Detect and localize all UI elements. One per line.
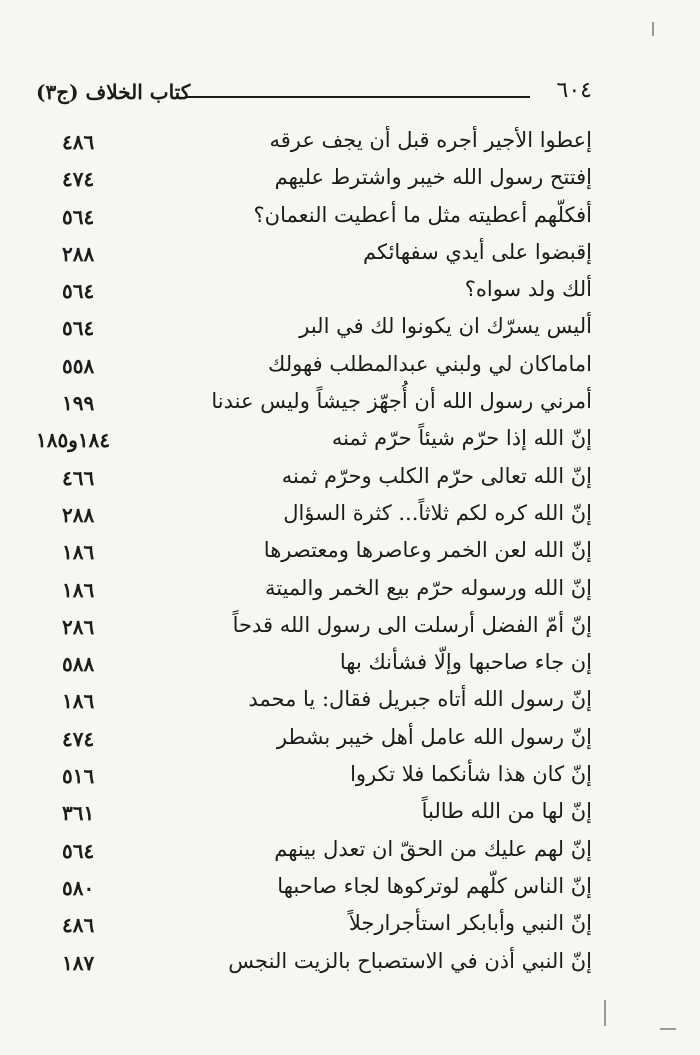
entry-page-number: ٤٧٤ (62, 167, 95, 192)
entry-text: إنّ الله كره لكم ثلاثاً... كثرة السؤال (283, 500, 592, 525)
entry-page-number: ١٨٦ (62, 577, 95, 602)
header-rule (186, 96, 530, 98)
entry-page-number: ١٨٤و١٨٥ (36, 428, 111, 453)
entry-page-number: ٥٥٨ (62, 353, 95, 378)
entry-text: إنّ الله لعن الخمر وعاصرها ومعتصرها (263, 538, 592, 563)
entry-page-number: ٤٨٦ (62, 913, 95, 938)
entry-text: إنّ كان هذا شأنكما فلا تكروا (350, 762, 592, 787)
index-entry (36, 572, 592, 609)
index-entry (36, 385, 592, 422)
entry-page-number: ٥٦٤ (62, 204, 95, 229)
entry-page-number: ٥٨٨ (62, 652, 95, 677)
entry-page-number: ٥١٦ (62, 764, 95, 789)
page-number: ٦٠٤ (556, 78, 592, 103)
entry-page-number: ١٨٦ (62, 540, 95, 565)
entry-text: إن جاء صاحبها وإلّا فشأنك بها (339, 650, 592, 675)
entry-page-number: ٤٧٤ (62, 726, 95, 751)
index-entry (36, 497, 592, 534)
entry-page-number: ٤٨٦ (62, 130, 95, 154)
entry-page-number: ٢٨٨ (62, 502, 95, 527)
entry-text: إنّ رسول الله أتاه جبريل فقال: يا محمد (248, 687, 592, 712)
page-header (36, 74, 592, 114)
entry-text: إنّ أمّ الفضل أرسلت الى رسول الله قدحاً (232, 612, 592, 637)
index-entry (36, 310, 592, 347)
entry-text: اماماكان لي ولبني عبدالمطلب فهولك (268, 351, 592, 376)
index-entry (36, 758, 592, 795)
entry-text: إنّ الله ورسوله حرّم بيع الخمر والميتة (264, 575, 592, 600)
entry-page-number: ٥٨٠ (62, 875, 95, 900)
entry-text: أمرني رسول الله أن أُجهّز جيشاً وليس عندنا (211, 389, 592, 414)
index-entry (36, 907, 592, 944)
index-entry (36, 124, 592, 161)
entry-page-number: ٥٦٤ (62, 279, 95, 304)
page-edge-mark-bottom (604, 1000, 606, 1026)
index-entry (36, 161, 592, 198)
entry-text: إنّ لهم عليك من الحقّ ان تعدل بينهم (274, 836, 592, 861)
index-entry (36, 721, 592, 758)
index-entry (36, 833, 592, 870)
entry-text: إقبضوا على أيدي سفهائكم (363, 239, 592, 264)
entry-text: إنّ النبي وأبابكر استأجرارجلاً (348, 911, 592, 936)
entry-page-number: ٢٨٦ (62, 614, 95, 639)
entry-page-number: ١٨٦ (62, 689, 95, 714)
index-entry (36, 422, 592, 459)
index-entry (36, 609, 592, 646)
index-list (36, 124, 592, 982)
index-entry (36, 795, 592, 832)
entry-page-number: ١٩٩ (62, 391, 95, 416)
page-edge-mark-corner (660, 1028, 676, 1030)
entry-page-number: ١٨٧ (62, 950, 95, 975)
entry-text: إفتتح رسول الله خيبر واشترط عليهم (274, 165, 592, 190)
entry-page-number: ٥٦٤ (62, 316, 95, 341)
index-entry (36, 870, 592, 907)
index-entry (36, 945, 592, 982)
entry-text: إنّ لها من الله طالباً (421, 799, 592, 824)
book-title: كتاب الخلاف (ج٣) (36, 80, 191, 104)
entry-text: إنّ رسول الله عامل أهل خيبر بشطر (276, 724, 592, 749)
entry-text: إعطوا الأجير أجره قبل أن يجف عرقه (269, 128, 592, 152)
entry-page-number: ٤٦٦ (62, 465, 95, 490)
entry-text: أليس يسرّك ان يكونوا لك في البر (299, 314, 592, 339)
index-entry (36, 683, 592, 720)
entry-page-number: ٢٨٨ (62, 241, 95, 266)
index-entry (36, 646, 592, 683)
entry-text: ألك ولد سواه؟ (464, 277, 592, 302)
index-entry (36, 273, 592, 310)
entry-page-number: ٥٦٤ (62, 838, 95, 863)
entry-text: أفكلّهم أعطيته مثل ما أعطيت النعمان؟ (253, 202, 592, 227)
entry-page-number: ٣٦١ (62, 801, 95, 826)
entry-text: إنّ الله إذا حرّم شيئاً حرّم ثمنه (331, 426, 592, 451)
entry-text: إنّ النبي أذن في الاستصباح بالزيت النجس (228, 948, 592, 973)
index-entry (36, 460, 592, 497)
index-entry (36, 199, 592, 236)
page-edge-mark-top (652, 22, 654, 36)
entry-text: إنّ الله تعالى حرّم الكلب وحرّم ثمنه (281, 463, 592, 488)
index-entry (36, 348, 592, 385)
index-entry (36, 534, 592, 571)
entry-text: إنّ الناس كلّهم لوتركوها لجاء صاحبها (277, 873, 592, 898)
index-entry (36, 236, 592, 273)
